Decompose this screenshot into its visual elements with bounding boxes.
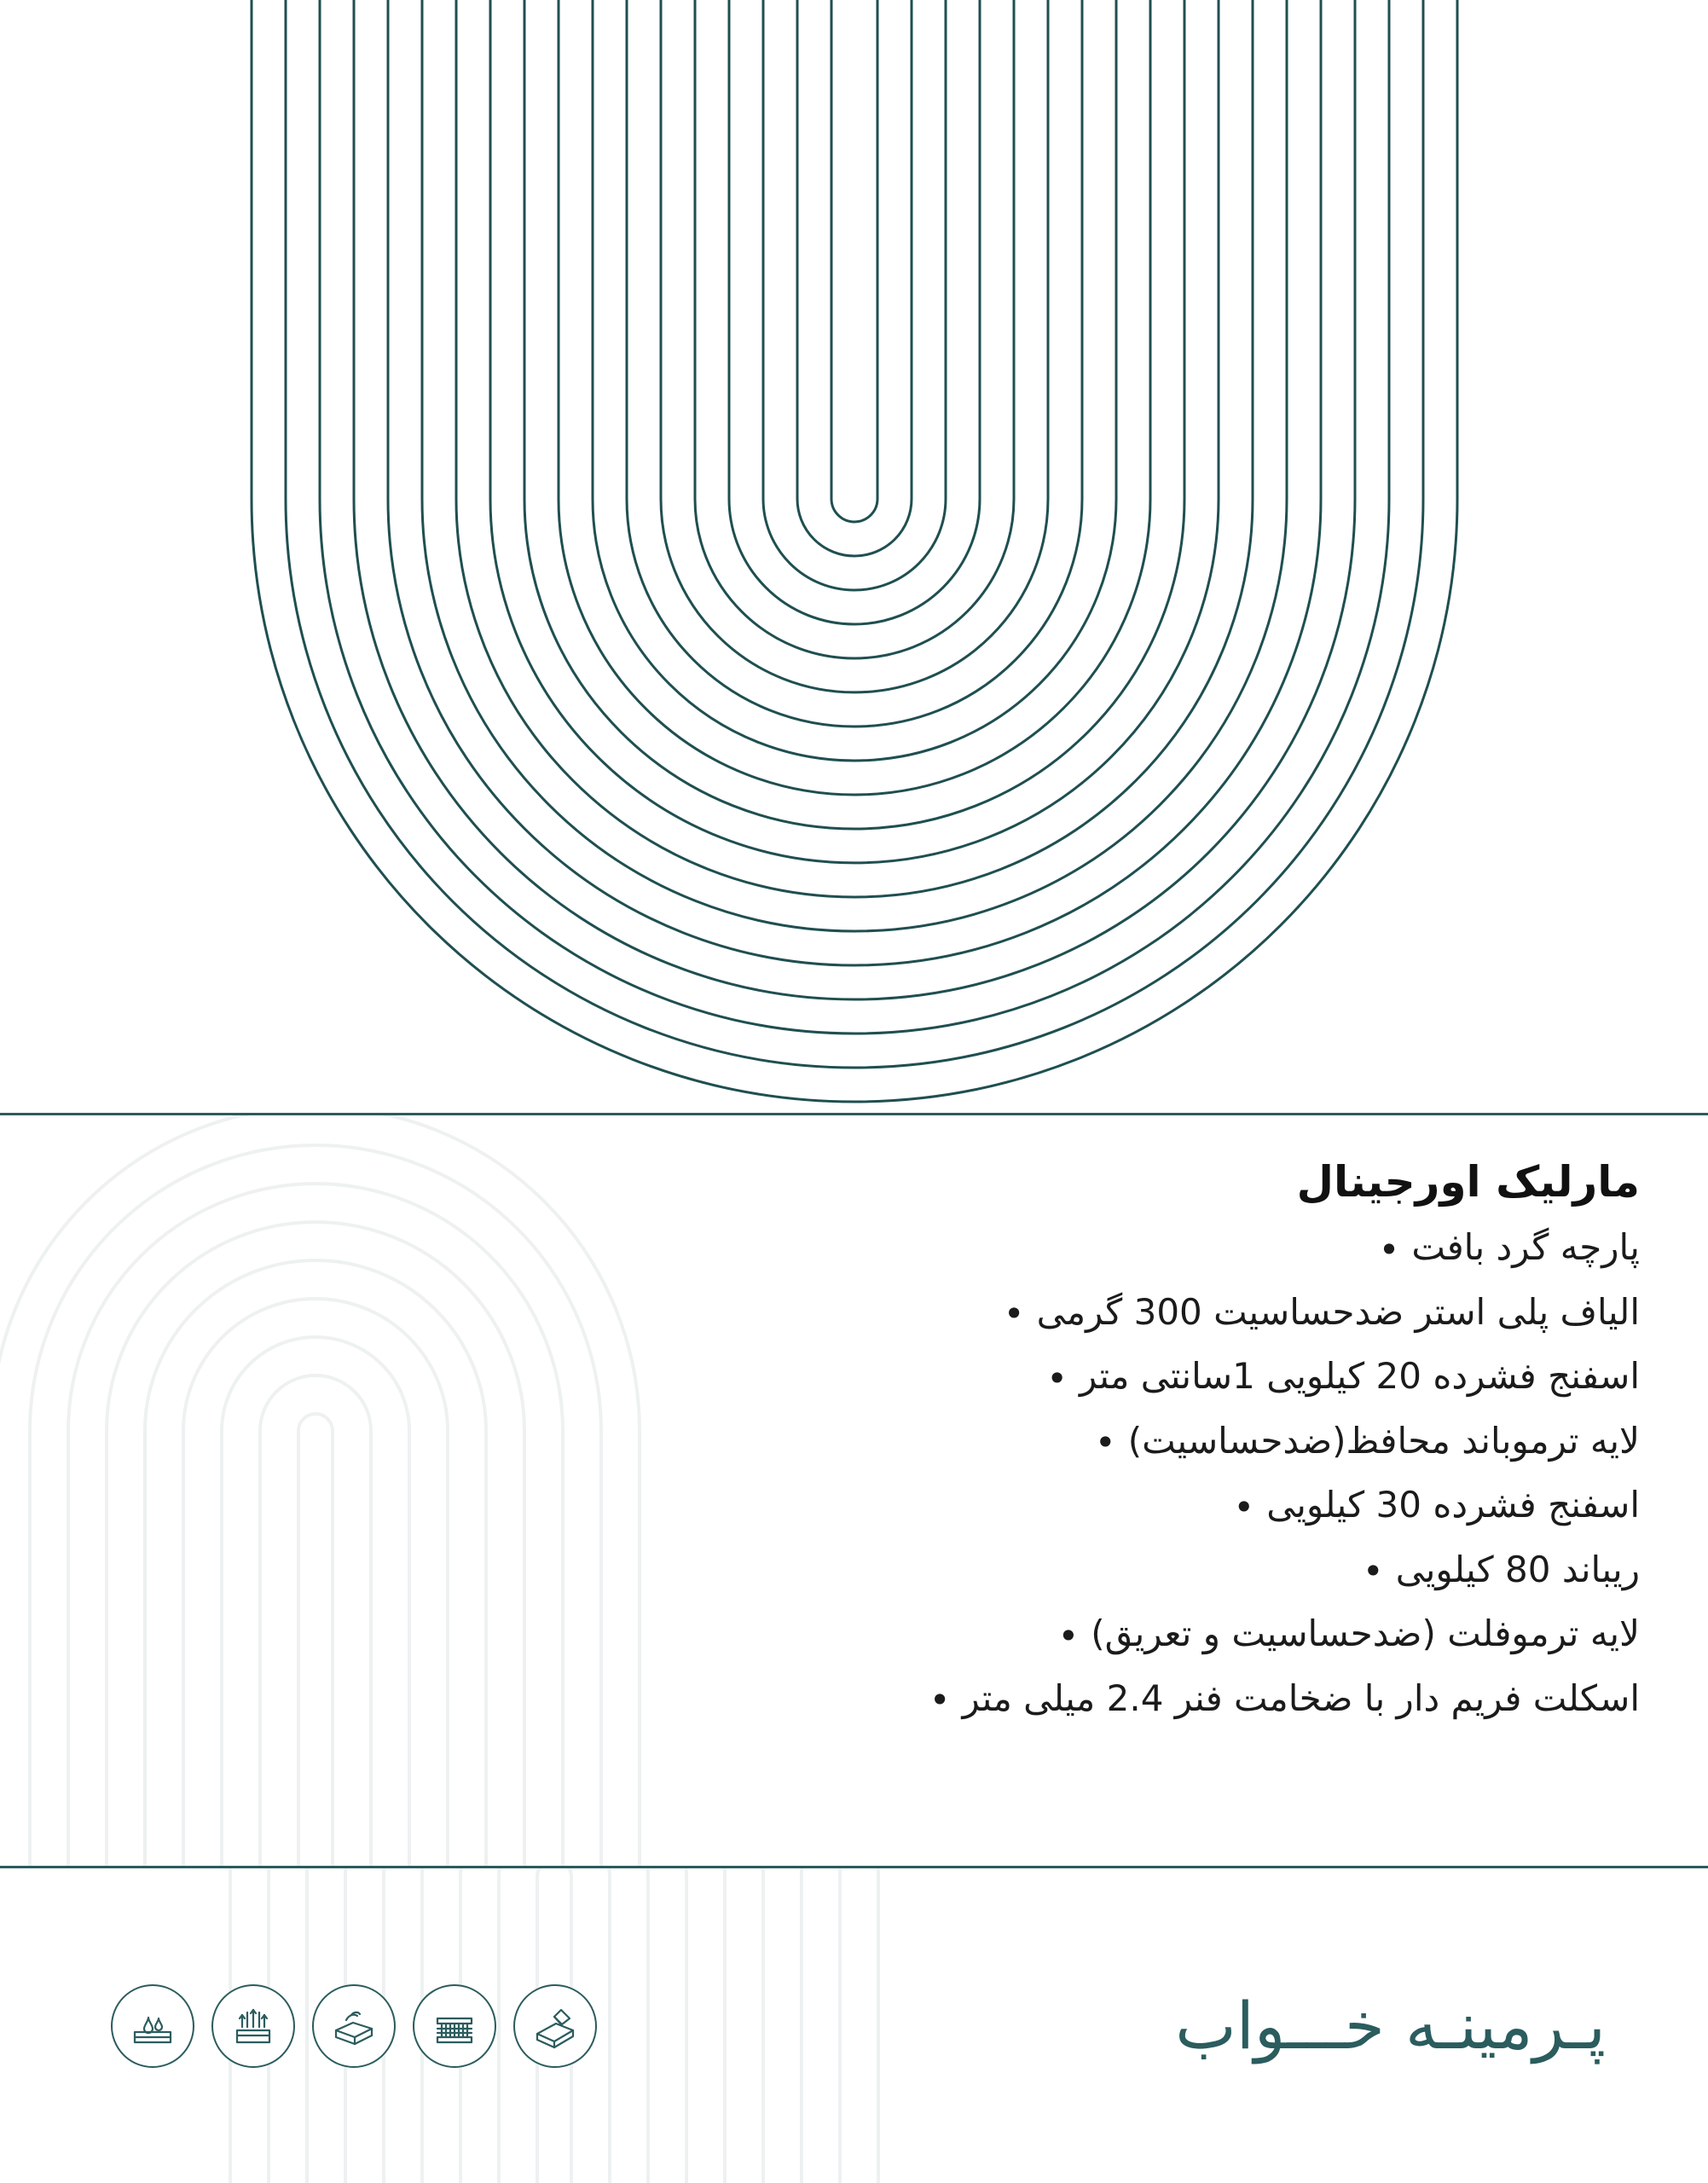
footer-content bbox=[0, 1868, 1708, 2183]
spec-text: اسکلت فریم دار با ضخامت فنر 2.4 میلی متر bbox=[962, 1676, 1640, 1719]
foam-layer-icon bbox=[513, 1984, 597, 2068]
list-item bbox=[68, 1226, 1640, 1271]
list-item bbox=[68, 1484, 1640, 1528]
specifications-content bbox=[0, 1115, 1708, 1866]
list-item bbox=[68, 1290, 1640, 1335]
product-title: مارلیک اورجینال bbox=[1296, 1157, 1640, 1207]
footer-panel bbox=[0, 1868, 1708, 2183]
bullet-icon: • bbox=[1003, 1293, 1025, 1335]
spec-text: پارچه گرد بافت bbox=[1411, 1226, 1640, 1268]
specifications-list bbox=[68, 1226, 1640, 1721]
concentric-arch-graphic bbox=[113, 0, 1596, 1113]
spec-text: الیاف پلی استر ضدحساسیت 300 گرمی bbox=[1036, 1290, 1640, 1333]
list-item bbox=[68, 1548, 1640, 1592]
spec-text: لایه ترموباند محافظ(ضدحساسیت) bbox=[1127, 1419, 1640, 1462]
list-item bbox=[68, 1613, 1640, 1657]
bullet-icon: • bbox=[1046, 1357, 1068, 1399]
list-item bbox=[68, 1355, 1640, 1399]
bullet-icon: • bbox=[1094, 1422, 1116, 1463]
bullet-icon: • bbox=[929, 1679, 951, 1721]
soft-layer-icon bbox=[312, 1984, 396, 2068]
list-item bbox=[68, 1676, 1640, 1721]
list-item bbox=[68, 1419, 1640, 1463]
bullet-icon: • bbox=[1057, 1614, 1080, 1657]
feature-badges bbox=[111, 1984, 597, 2068]
spec-text: اسفنج فشرده 20 کیلویی 1سانتی متر bbox=[1080, 1355, 1640, 1397]
bullet-icon: • bbox=[1362, 1550, 1384, 1592]
spec-text: اسفنج فشرده 30 کیلویی bbox=[1266, 1484, 1640, 1526]
breathable-mattress-icon bbox=[211, 1984, 295, 2068]
brand-logo-text: پـرمینـه خـــواب bbox=[1175, 1988, 1606, 2064]
spec-text: لایه ترموفلت (ضدحساسیت و تعریق) bbox=[1091, 1613, 1640, 1654]
spring-core-icon bbox=[413, 1984, 496, 2068]
bullet-icon: • bbox=[1378, 1228, 1400, 1271]
specifications-panel bbox=[0, 1115, 1708, 1866]
bullet-icon: • bbox=[1233, 1485, 1255, 1528]
spec-text: ریباند 80 کیلویی bbox=[1395, 1548, 1640, 1590]
water-repellent-icon bbox=[111, 1984, 194, 2068]
